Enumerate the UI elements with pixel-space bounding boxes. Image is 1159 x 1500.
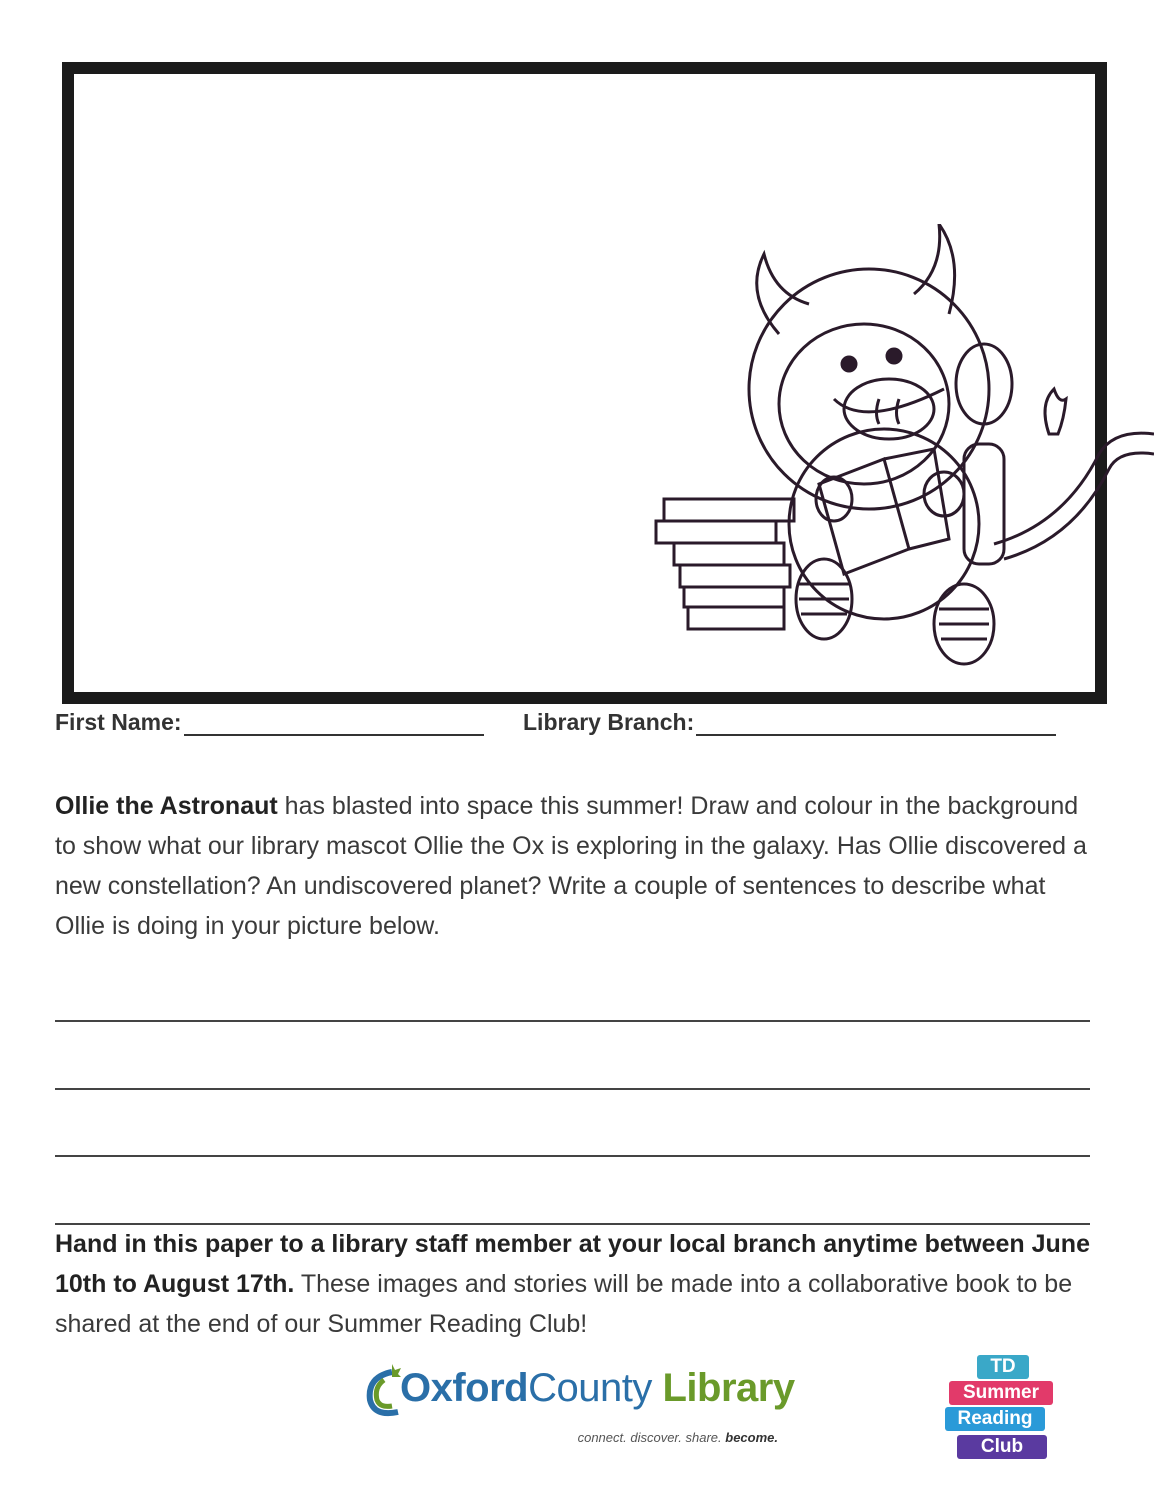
first-name-label: First Name:: [55, 709, 182, 735]
logo-oxford: Oxford: [400, 1366, 529, 1410]
library-branch-line[interactable]: [696, 708, 1056, 736]
logo-tagline: [578, 1430, 778, 1445]
badge-td: TD: [977, 1355, 1029, 1379]
writing-line-2[interactable]: [55, 1088, 1090, 1090]
ollie-astronaut-illustration: [594, 224, 1154, 684]
handin-bold-lead: Hand in this paper to a library staff member at your local branch anytime between June 10th to August 17th.: [55, 1230, 1090, 1298]
logo-wordmark: [400, 1366, 795, 1411]
writing-line-3[interactable]: [55, 1155, 1090, 1157]
oxford-county-library-logo: [362, 1362, 795, 1462]
tagline-prefix: connect. discover. share.: [577, 1430, 726, 1445]
writing-line-1[interactable]: [55, 1020, 1090, 1022]
instructions-bold-lead: Ollie the Astronaut: [55, 792, 278, 820]
library-branch-field[interactable]: [523, 708, 1056, 736]
handin-paragraph: [55, 1224, 1105, 1344]
books-stack-icon: [656, 499, 794, 629]
badge-summer: Summer: [949, 1381, 1053, 1405]
td-summer-reading-club-badge: [945, 1353, 1065, 1493]
instructions-paragraph: [55, 786, 1095, 946]
first-name-line[interactable]: [184, 708, 484, 736]
badge-club: Club: [957, 1435, 1047, 1459]
name-branch-fields: [55, 708, 1095, 748]
drawing-frame[interactable]: [62, 62, 1107, 704]
logo-library: Library: [662, 1366, 795, 1410]
tagline-bold: become.: [725, 1430, 778, 1445]
instructions-text: has blasted into space this summer! Draw and colour in the background to show what our library mascot Ollie the Ox is exploring in the galaxy. Has Ollie discovered a new constellation? An undiscovered planet? Write a couple of sentences to describe what Ollie is doing in your picture below.: [55, 792, 1087, 940]
badge-reading: Reading: [945, 1407, 1045, 1431]
first-name-field[interactable]: [55, 708, 484, 736]
handin-text: These images and stories will be made into a collaborative book to be shared at the end of our Summer Reading Club!: [55, 1270, 1073, 1338]
library-branch-label: Library Branch:: [523, 709, 695, 735]
logo-county: County: [528, 1366, 663, 1410]
